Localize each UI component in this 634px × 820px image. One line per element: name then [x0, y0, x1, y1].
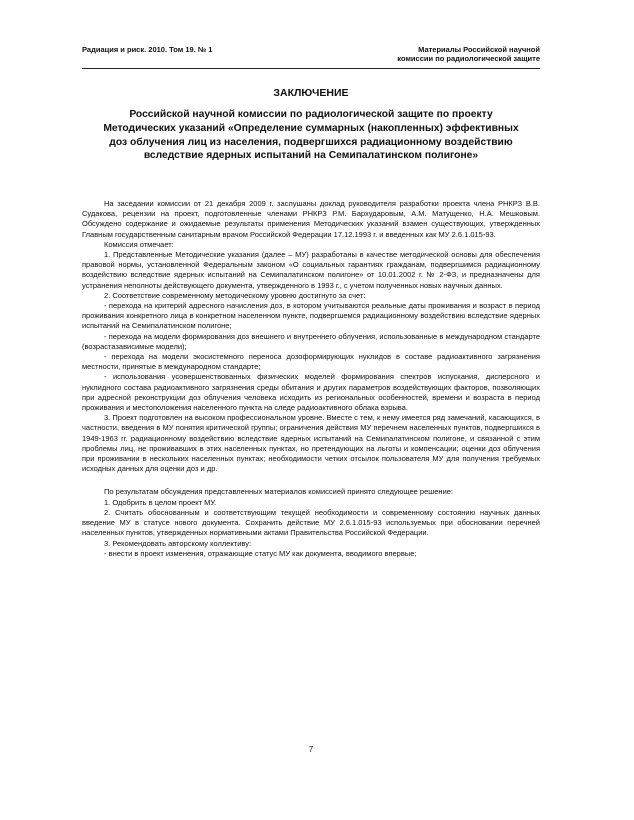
paragraph: 3. Проект подготовлен на высоком профессиональном уровне. Вместе с тем, к нему имеется ряд замечаний, касающихся, в частности, введения в МУ понятия критической группы; ограничения действия МУ перечнем населенных пунктов, подвергшихся в 1949-1963 гг. радиационному воздействию вследствие ядерных испытаний на Семипалатинском полигоне, и связанной с этим проблемы лиц, не проживавших в этих населенных пунктах, но претендующих на льготы и компенсации; оценки доз облучения при проживании в нескольких населенных пунктах; необходимости четких отсылок пользователя МУ для получения требуемых исходных данных для оценки доз и др.	[82, 413, 540, 474]
paragraph: По результатам обсуждения представленных материалов комиссией принято следующее решение:	[104, 487, 454, 497]
body-text	[82, 199, 540, 559]
paragraph: - использования усовершенствованных физических моделей формирования спектров испускания, дисперсного и нуклидного состава радиоактивного загрязнения среды обитания и других параметров воздействующих факторов, позволяющих при адресной реконструкции доз облучения человека исходить из региональных особенностей, времени и возраста в период проживания и местоположения населенного пункта на следе радиоактивного облака взрыва.	[82, 372, 540, 413]
page-number: 7	[308, 745, 314, 754]
section-name-line1: Материалы Российской научной	[418, 45, 540, 54]
journal-citation: Радиация и риск. 2010. Том 19. № 1	[82, 45, 213, 54]
paragraph: 1. Представленные Методические указания (далее – МУ) разработаны в качестве методической основы для обеспечения правовой нормы, установленной Федеральным законом «О социальных гарантиях гражданам, подвергшимся радиационному воздействию вследствие ядерных испытаний на Семипалатинском полигоне» от 10.01.2002 г. № 2-ФЗ, и предназначены для устранения неполноты действующего документа, утвержденного в 1993 г., с учетом полученных новых научных данных.	[82, 250, 540, 290]
document-title: ЗАКЛЮЧЕНИЕ	[273, 87, 349, 99]
section-name	[397, 45, 540, 63]
paragraph: - перехода на модели формирования доз внешнего и внутреннего облучения, использованные в международном стандарте (возрастазависимые модели);	[82, 331, 540, 351]
section-name-line2: комиссии по радиологической защите	[397, 54, 540, 63]
paragraph: 2. Считать обоснованным и соответствующим текущей необходимости и современному состоянию научных данных введение МУ в статусе нового документа. Сохранить действие МУ 2.6.1.015-93 используемых при обосновании перечней населенных пунктов, утвержденных нормативными актами Правительства Российской Федерации.	[82, 507, 540, 538]
paragraph: Комиссия отмечает:	[104, 239, 174, 249]
paragraph: - перехода на модели экосистемного переноса дозоформирующих нуклидов в составе радиоактивного загрязнения местности, принятые в международном стандарте;	[82, 352, 540, 372]
paragraph: 1. Одобрить в целом проект МУ.	[104, 497, 217, 507]
paragraph: 2. Соответствие современному методическому уровню достигнуто за счет:	[104, 290, 366, 300]
paragraph: - внести в проект изменения, отражающие статус МУ как документа, вводимого впервые;	[104, 548, 417, 558]
paragraph: На заседании комиссии от 21 декабря 2009 г. заслушаны доклад руководителя разработки проекта члена РНКРЗ В.В. Судакова, рецензии на проект, подготовленные членами РНКРЗ Р.М. Бархударовым, А.М. Матущенко, Н.А. Мешковым. Обсуждено содержание и ожидаемые результаты применения Методических указаний взамен существующих, утвержденных Главным государственным санитарным врачом Российской Федерации 17.12.1993 г. и введенных как МУ 2.6.1.015-93.	[82, 199, 540, 239]
paragraph: 3. Рекомендовать авторскому коллективу:	[104, 538, 252, 548]
document-subtitle: Российской научной комиссии по радиологической защите по проекту Методических указаний «Определение суммарных (накопленных) эффективных доз облучения лиц из населения, подвергшихся радиационному воздействию вследствие ядерных испытаний на Семипалатинском полигоне»	[103, 109, 519, 162]
paragraph: - перехода на критерий адресного начисления доз, в котором учитываются реальные даты проживания и возраст в период проживания конкретного лица в конкретном населенном пункте, подвергшемся радиационному воздействию вследствие ядерных испытаний на Семипалатинском полигоне;	[82, 301, 540, 331]
running-header	[82, 44, 540, 69]
